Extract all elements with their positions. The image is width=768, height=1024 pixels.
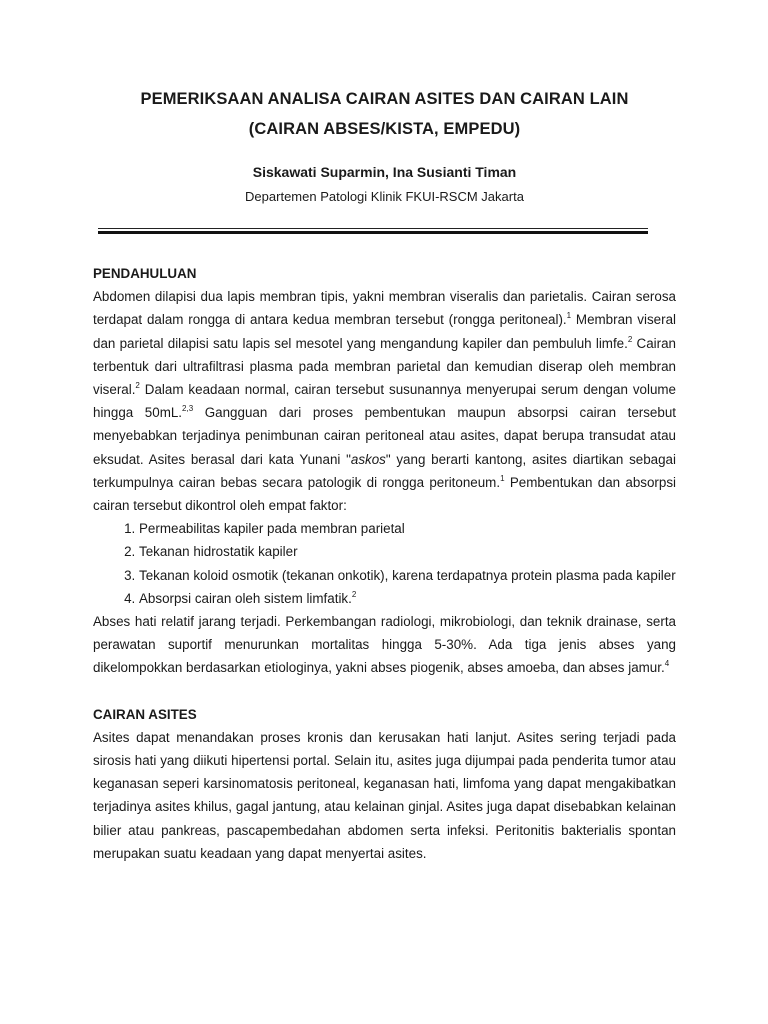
citation-sup: 2,3 [182,404,194,414]
document-body [93,262,676,865]
citation-sup: 4 [664,659,670,669]
intro-p1-italic-askos: askos [350,451,386,467]
section-heading-pendahuluan: PENDAHULUAN [93,266,197,281]
intro-p1-text-6: " yang berarti kantong, asites diartikan sebagai terkumpulnya cairan bebas secara patologik di rongga peritoneum. [93,451,676,490]
intro-p1-text-7: Pembentukan dan absorpsi cairan tersebut dikontrol oleh empat faktor: [93,474,676,514]
authors: Siskawati Suparmin, Ina Susianti Timan [252,164,517,180]
affiliation: Departemen Patologi Klinik FKUI-RSCM Jakarta [245,189,524,204]
document-title-line1: PEMERIKSAAN ANALISA CAIRAN ASITES DAN CAIRAN LAIN [140,90,629,108]
ascites-paragraph-1: Asites dapat menandakan proses kronis dan kerusakan hati lanjut. Asites sering terjadi pada sirosis hati yang diikuti hipertensi portal. Selain itu, asites juga dijumpai pada penderita tumor atau keganasan seperi karsinomatosis peritoneal, keganasan hati, limfoma yang dapat mengakibatkan terjadinya asites khilus, gagal jantung, atau kelainan ginjal. Asites juga dapat disebabkan kelainan bilier atau pankreas, pascapembedahan abdomen serta infeksi. Peritonitis bakterialis spontan merupakan suatu keadaan yang dapat menyertai asites. [93,729,676,861]
document-page [93,84,677,861]
citation-sup: 2 [135,381,140,391]
intro-p1-text-1: Abdomen dilapisi dua lapis membran tipis, yakni membran viseralis dan parietalis. Cairan serosa terdapat dalam rongga di antara kedua membran tersebut (rongga peritoneal). [93,289,676,328]
divider-thick-line [98,231,648,234]
factor-item-2: 2. Tekanan hidrostatik kapiler [139,540,676,563]
citation-sup: 2 [627,334,633,344]
section-spacer [93,680,676,703]
intro-p1-text-2: Membran viseral dan parietal dilapisi satu lapis sel mesotel yang mengandung kapiler dan pembuluh limfe. [93,312,677,351]
citation-sup: 2 [351,589,357,599]
intro-paragraph-1 [93,285,676,517]
intro-paragraph-2 [93,610,676,680]
factor-item-4-text: Absorpsi cairan oleh sistem limfatik. [139,590,352,606]
intro-p1-text-5: Gangguan dari proses pembentukan maupun absorpsi cairan tersebut menyebabkan terjadinya penimbunan cairan peritoneal atau asites, dapat berupa transudat atau eksudat. Asites berasal dari kata Yunani " [93,405,676,467]
intro-p2-text: Abses hati relatif jarang terjadi. Perkembangan radiologi, mikrobiologi, dan teknik drainase, serta perawatan suportif menurunkan mortalitas hingga 5-30%. Ada tiga jenis abses yang dikelompokkan berdasarkan etiologinya, yakni abses piogenik, abses amoeba, dan abses jamur. [93,614,676,676]
title-divider [98,228,648,234]
divider-thin-line [98,228,648,229]
factor-item-4 [139,587,676,610]
factors-list [93,517,676,610]
section-heading-cairan-asites: CAIRAN ASITES [93,706,197,722]
citation-sup: 1 [500,473,505,483]
intro-p1-text-3: Cairan terbentuk dari ultrafiltrasi plasma pada membran parietal dan kemudian diserap oleh membran viseral. [93,335,676,398]
document-title-line2: (CAIRAN ABSES/KISTA, EMPEDU) [248,120,521,138]
factor-item-1: 1. Permeabilitas kapiler pada membran parietal [139,517,676,540]
intro-p1-text-4: Dalam keadaan normal, cairan tersebut susunannya menyerupai serum dengan volume hingga 50mL. [93,382,676,421]
factor-item-3: 3. Tekanan koloid osmotik (tekanan onkotik), karena terdapatnya protein plasma pada kapiler [139,564,676,587]
citation-sup: 1 [566,311,572,321]
